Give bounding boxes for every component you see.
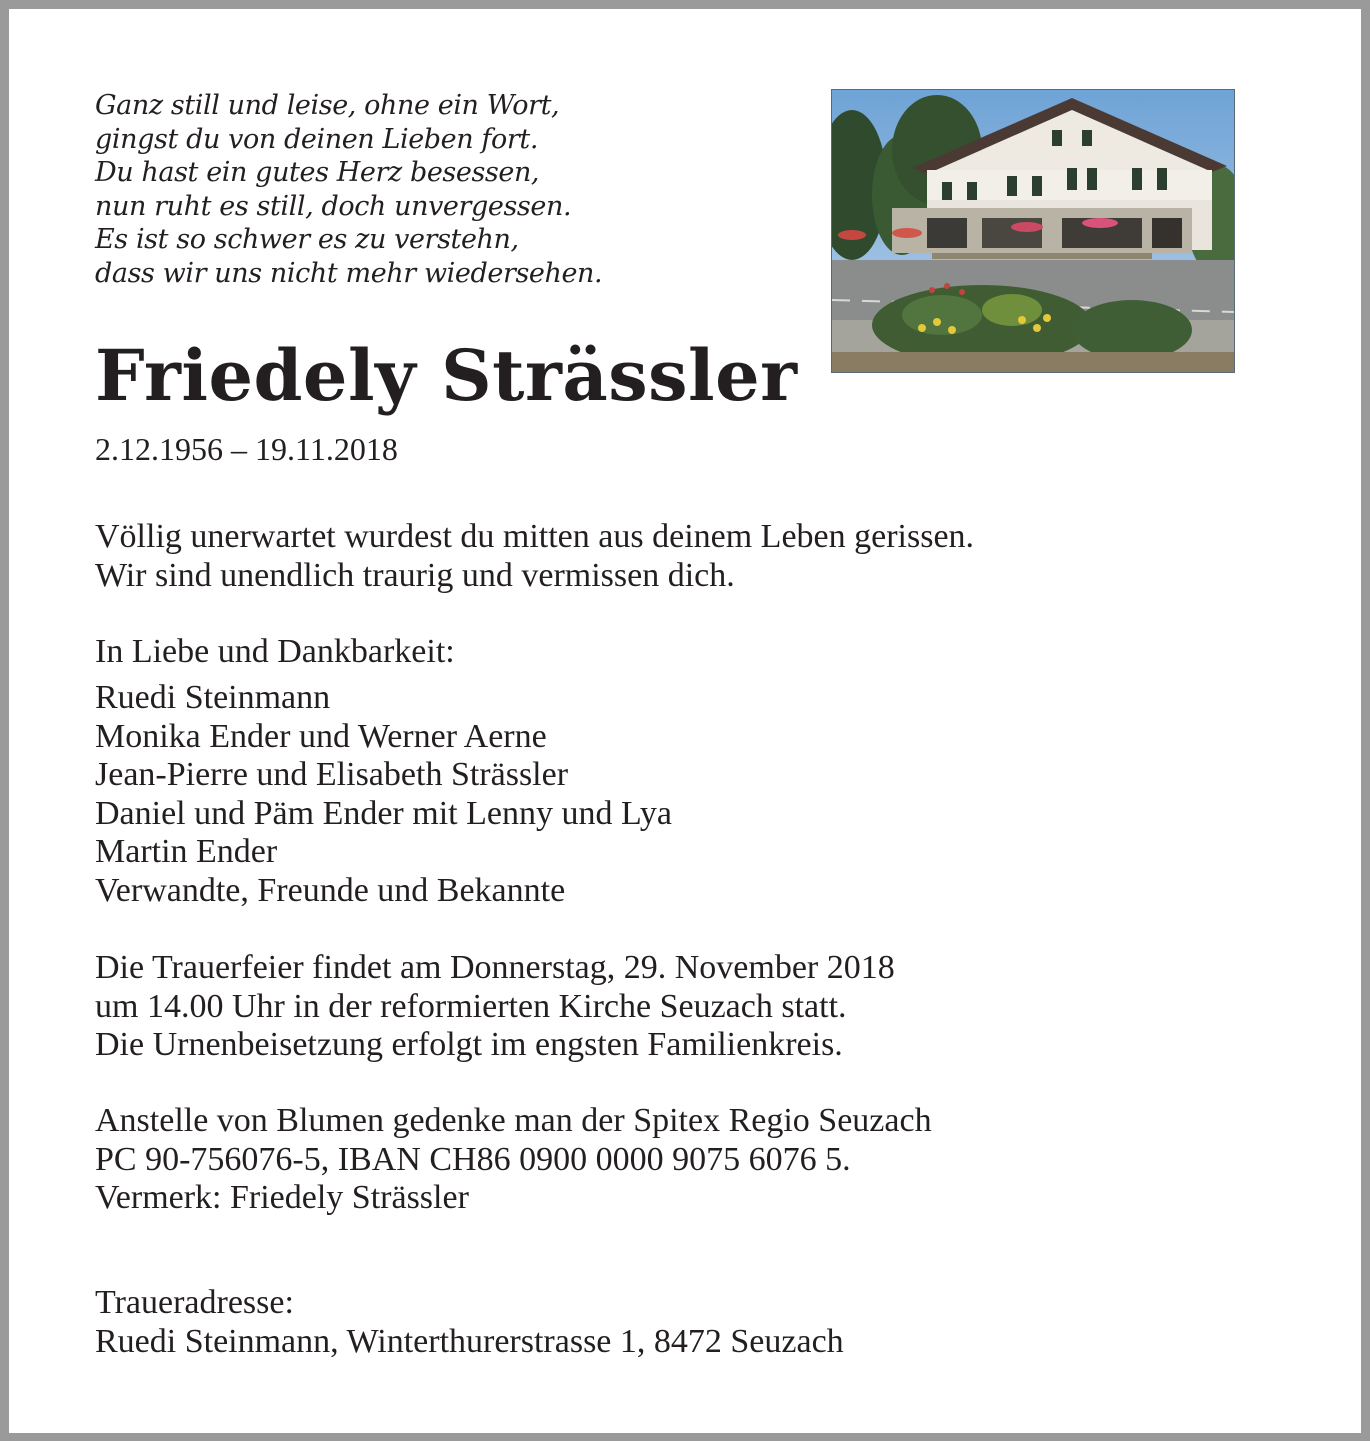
mourning-address	[95, 1284, 844, 1361]
address-heading: Traueradresse:	[95, 1284, 294, 1321]
mourner: Ruedi Steinmann	[95, 679, 331, 716]
obituary-card	[9, 9, 1361, 1433]
mourner: Jean-Pierre und Elisabeth Strässler	[95, 756, 569, 794]
ceremony-info	[95, 949, 895, 1065]
mourners-heading	[95, 633, 455, 672]
poem-line: Ganz still und leise, ohne ein Wort,	[95, 90, 560, 121]
house-photo	[831, 89, 1235, 373]
poem-line: dass wir uns nicht mehr wiedersehen.	[95, 257, 603, 289]
mourner: Verwandte, Freunde und Bekannte	[95, 871, 566, 909]
mourners-heading-text: In Liebe und Dankbarkeit:	[95, 633, 455, 670]
ceremony-line: Die Urnenbeisetzung erfolgt im engsten Familienkreis.	[95, 1026, 843, 1064]
address-line: Ruedi Steinmann, Winterthurerstrasse 1, 8472 Seuzach	[95, 1322, 844, 1360]
donation-line: Anstelle von Blumen gedenke man der Spitex Regio Seuzach	[95, 1102, 932, 1139]
donation-line: Vermerk: Friedely Strässler	[95, 1179, 469, 1217]
ceremony-line: um 14.00 Uhr in der reformierten Kirche Seuzach statt.	[95, 987, 847, 1025]
deceased-name: Friedely Strässler	[95, 334, 798, 417]
mourner: Monika Ender und Werner Aerne	[95, 717, 547, 755]
poem-line: Du hast ein gutes Herz besessen,	[95, 157, 540, 189]
mourner: Martin Ender	[95, 833, 278, 871]
mourners-list	[95, 679, 672, 911]
donation-info	[95, 1102, 932, 1218]
life-dates: 2.12.1956 – 19.11.2018	[95, 431, 398, 467]
donation-line: PC 90-756076-5, IBAN CH86 0900 0000 9075 6076 5.	[95, 1140, 851, 1178]
message-line: Völlig unerwartet wurdest du mitten aus deinem Leben gerissen.	[95, 518, 975, 555]
poem-line: nun ruht es still, doch unvergessen.	[95, 190, 572, 222]
poem-line: Es ist so schwer es zu verstehn,	[95, 224, 519, 256]
poem	[95, 89, 602, 291]
ceremony-line: Die Trauerfeier findet am Donnerstag, 29. November 2018	[95, 949, 895, 986]
message-line: Wir sind unendlich traurig und vermissen dich.	[95, 556, 735, 594]
poem-line: gingst du von deinen Lieben fort.	[95, 123, 539, 155]
mourner: Daniel und Päm Ender mit Lenny und Lya	[95, 794, 672, 832]
message	[95, 518, 974, 595]
